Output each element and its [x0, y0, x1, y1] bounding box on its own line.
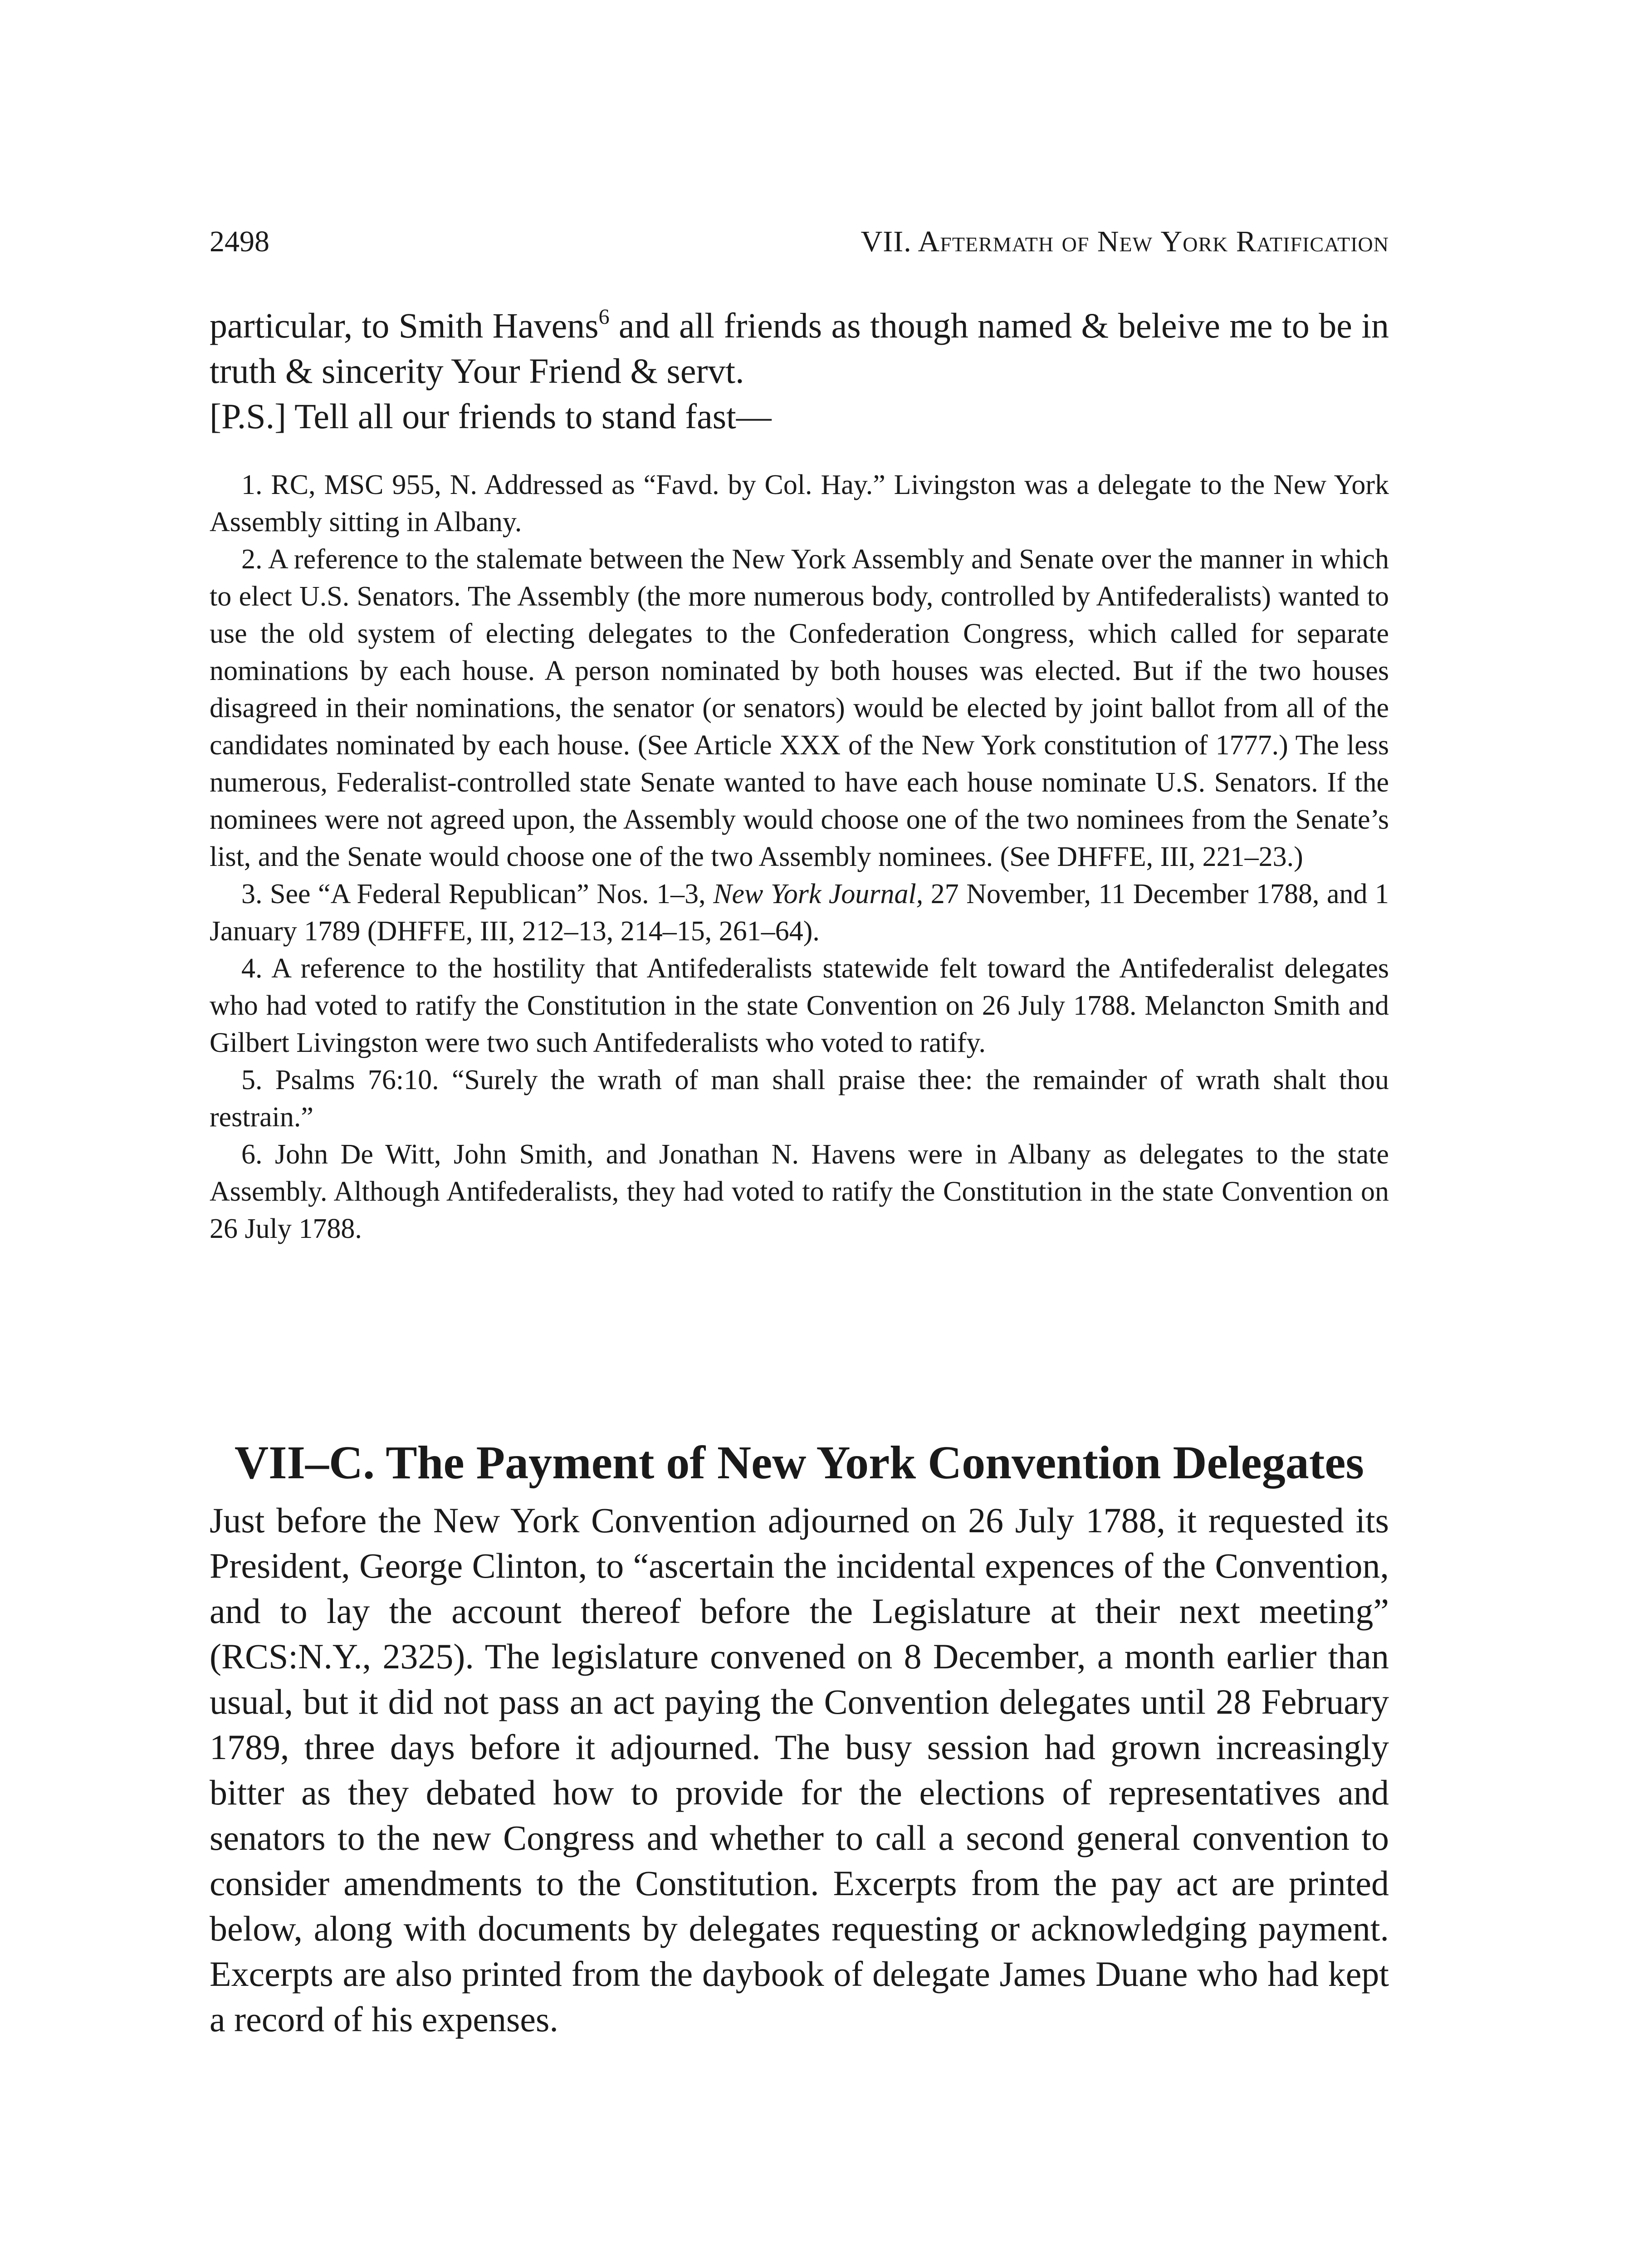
letter-closing [210, 303, 1389, 439]
document-page [210, 0, 1389, 2268]
footnote-1: 1. RC, MSC 955, N. Addressed as “Favd. by Col. Hay.” Livingston was a delegate to the New York Assembly sitting in Albany. [210, 469, 1389, 538]
footnotes [210, 466, 1389, 1247]
section-intro-paragraph: Just before the New York Convention adjourned on 26 July 1788, it requested its President, George Clinton, to “ascertain the incidental expences of the Convention, and to lay the account thereof before the Legislature at their next meeting” (RCS:N.Y., 2325). The legislature convened on 8 December, a month earlier than usual, but it did not pass an act paying the Convention delegates until 28 February 1789, three days before it adjourned. The busy session had grown increasingly bitter as they debated how to provide for the elections of representatives and senators to the new Congress and whether to call a second general convention to consider amendments to the Constitution. Excerpts from the pay act are printed below, along with documents by delegates requesting or acknowledging payment. Excerpts are also printed from the daybook of delegate James Duane who had kept a record of his expenses. [210, 1501, 1389, 2039]
letter-postscript: [P.S.] Tell all our friends to stand fast— [210, 396, 772, 436]
footnote-2: 2. A reference to the stalemate between the New York Assembly and Senate over the manner in which to elect U.S. Senators. The Assembly (the more numerous body, controlled by Antifederalists) wanted to use the old system of electing delegates to the Confederation Congress, which called for separate nominations by each house. A person nominated by both houses was elected. But if the two houses disagreed in their nominations, the senator (or senators) would be elected by joint ballot from all of the candidates nominated by each house. (See Article XXX of the New York constitution of 1777.) The less numerous, Federalist-controlled state Senate wanted to have each house nominate U.S. Senators. If the nominees were not agreed upon, the Assembly would choose one of the two nominees from the Senate’s list, and the Senate would choose one of the two Assembly nominees. (See DHFFE, III, 221–23.) [210, 544, 1389, 872]
running-head [210, 221, 1389, 262]
running-head-title: VII. Aftermath of New York Ratification [861, 225, 1389, 258]
footnote-5: 5. Psalms 76:10. “Surely the wrath of man shall praise thee: the remainder of wrath shalt thou restrain.” [210, 1065, 1389, 1133]
letter-closing-text: particular, to Smith Havens$^6$ and all friends as though named & beleive me to be in truth & sincerity Your Friend & servt. [210, 305, 1389, 391]
footnote-4: 4. A reference to the hostility that Antifederalists statewide felt toward the Antifederalist delegates who had voted to ratify the Constitution in the state Convention on 26 July 1788. Melancton Smith and Gilbert Livingston were two such Antifederalists who voted to ratify. [210, 953, 1389, 1058]
footnote-6: 6. John De Witt, John Smith, and Jonathan N. Havens were in Albany as delegates to the state Assembly. Although Antifederalists, they had voted to ratify the Constitution in the state Convention on 26 July 1788. [210, 1139, 1389, 1244]
footnote-3: 3. See “A Federal Republican” Nos. 1–3, New York Journal, 27 November, 11 December 1788, and 1 January 1789 (DHFFE, III, 212–13, 214–15, 261–64). [210, 879, 1389, 947]
footnote-ref-6: 6 [598, 305, 610, 329]
section-heading: VII–C. The Payment of New York Convention Delegates [234, 1437, 1364, 1489]
page-number: 2498 [210, 225, 269, 258]
